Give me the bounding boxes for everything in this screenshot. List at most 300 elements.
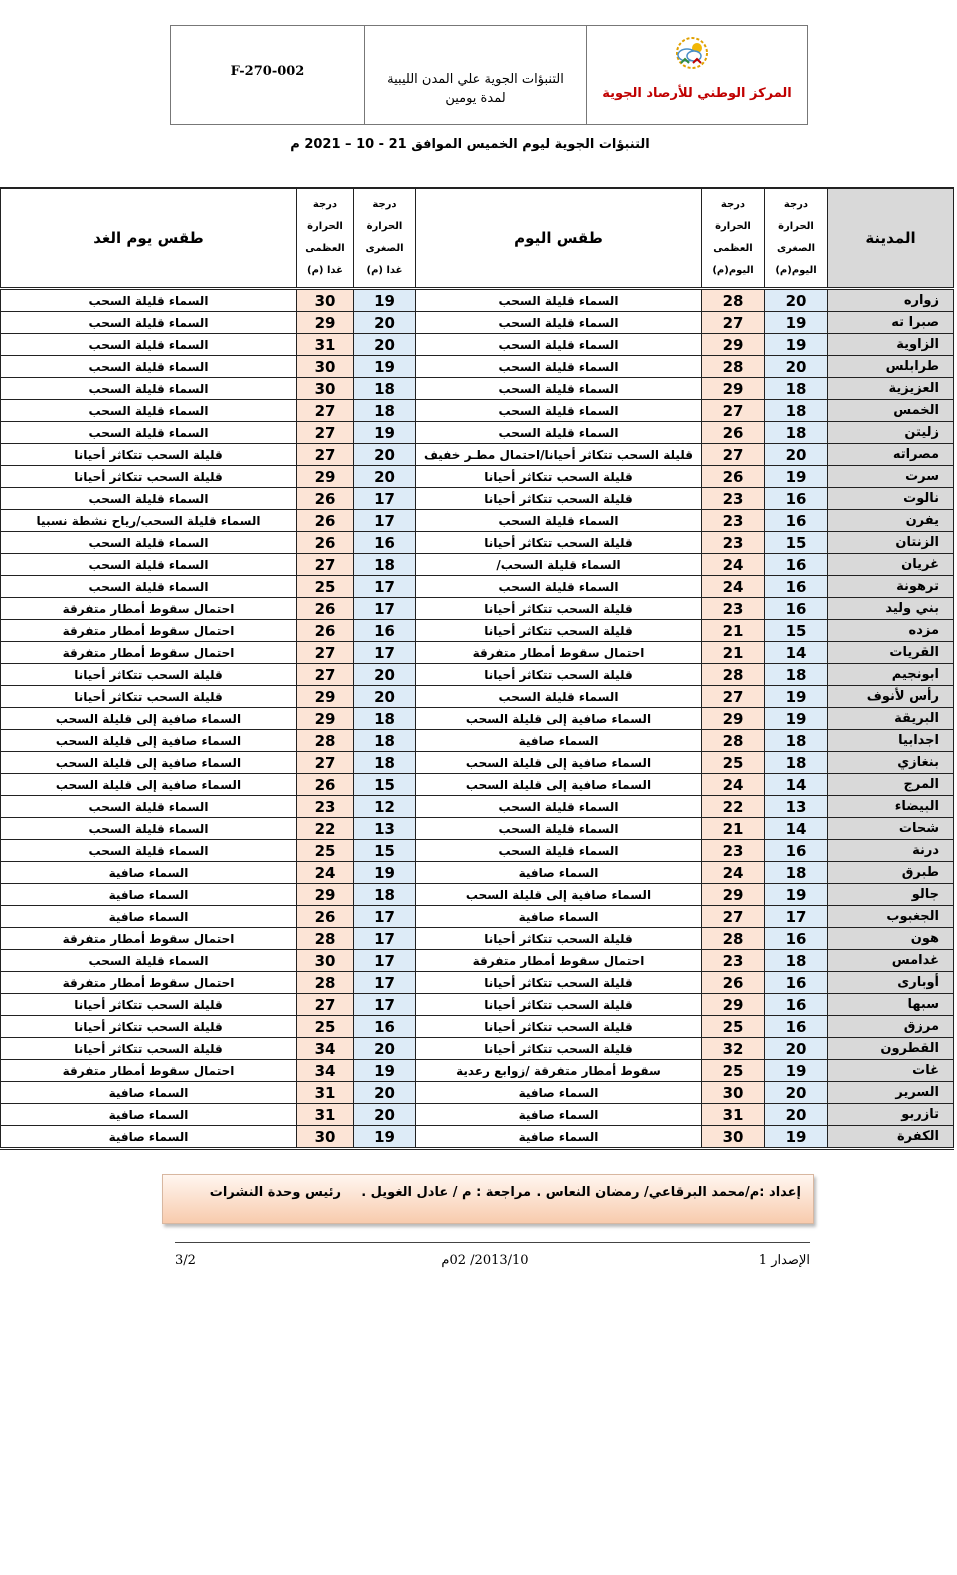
cell-tomorrow-min: 15 [354,774,416,796]
table-row [1,422,954,444]
cell-city: طرابلس [828,356,954,378]
cell-tomorrow-min: 20 [354,466,416,488]
cell-today-weather: السماء قليلة السحب [416,510,702,532]
cell-city: مصراته [828,444,954,466]
cell-today-max: 22 [702,796,765,818]
cell-tomorrow-max: 23 [297,796,354,818]
cell-tomorrow-min: 16 [354,1016,416,1038]
cell-today-weather: قليلة السحب تتكاثر أحيانا [416,928,702,950]
cell-city: العزيزية [828,378,954,400]
cell-tomorrow-max: 27 [297,994,354,1016]
cell-tomorrow-max: 25 [297,840,354,862]
cell-tomorrow-min: 19 [354,289,416,312]
cell-tomorrow-weather: السماء قليلة السحب [1,818,297,840]
cell-today-max: 23 [702,510,765,532]
cell-today-max: 26 [702,422,765,444]
table-row [1,906,954,928]
table-row [1,950,954,972]
cell-tomorrow-weather: السماء صافية [1,862,297,884]
cell-tomorrow-max: 29 [297,686,354,708]
cell-city: صبرا ته [828,312,954,334]
cell-today-max: 23 [702,950,765,972]
cell-city: البيضاء [828,796,954,818]
cell-tomorrow-weather: قليلة السحب تتكاثر أحيانا [1,664,297,686]
cell-today-max: 27 [702,686,765,708]
cell-city: غريان [828,554,954,576]
cell-tomorrow-min: 20 [354,1038,416,1060]
cell-tomorrow-max: 27 [297,444,354,466]
cell-city: القطرون [828,1038,954,1060]
cell-today-max: 21 [702,642,765,664]
table-row [1,554,954,576]
cell-today-min: 16 [765,972,828,994]
cell-tomorrow-max: 30 [297,950,354,972]
cell-tomorrow-weather: احتمال سقوط أمطار متفرقة [1,598,297,620]
table-row [1,1038,954,1060]
cell-today-weather: السماء قليلة السحب [416,312,702,334]
cell-today-weather: السماء صافية [416,906,702,928]
footer-divider [175,1242,810,1243]
cell-tomorrow-max: 29 [297,312,354,334]
cell-tomorrow-min: 17 [354,928,416,950]
cell-today-weather: احتمال سقوط أمطار متفرقة [416,642,702,664]
cell-today-min: 17 [765,906,828,928]
cell-tomorrow-min: 18 [354,554,416,576]
cell-today-min: 13 [765,796,828,818]
table-row [1,312,954,334]
cell-tomorrow-weather: السماء قليلة السحب [1,356,297,378]
cell-city: نالوت [828,488,954,510]
cell-today-max: 26 [702,466,765,488]
table-row [1,356,954,378]
cell-tomorrow-max: 27 [297,422,354,444]
cell-city: رأس لأنوف [828,686,954,708]
table-row [1,289,954,312]
table-row [1,598,954,620]
cell-tomorrow-max: 24 [297,862,354,884]
cell-today-weather: قليلة السحب تتكاثر أحيانا/احتمال مطـر خفيف [416,444,702,466]
cell-tomorrow-weather: السماء قليلة السحب [1,400,297,422]
cell-tomorrow-min: 17 [354,972,416,994]
cell-tomorrow-weather: السماء صافية [1,1082,297,1104]
cell-today-weather: السماء صافية [416,1082,702,1104]
cell-today-max: 26 [702,972,765,994]
cell-tomorrow-min: 20 [354,686,416,708]
cell-tomorrow-weather: السماء قليلة السحب [1,532,297,554]
cell-today-min: 14 [765,642,828,664]
cell-tomorrow-weather: السماء صافية إلى قليلة السحب [1,774,297,796]
cell-tomorrow-max: 26 [297,774,354,796]
cell-today-min: 19 [765,334,828,356]
cell-today-weather: السماء قليلة السحب [416,576,702,598]
cell-tomorrow-min: 17 [354,994,416,1016]
cell-today-weather: السماء قليلة السحب [416,422,702,444]
table-row [1,532,954,554]
table-row [1,796,954,818]
cell-tomorrow-min: 17 [354,576,416,598]
cell-tomorrow-weather: السماء صافية إلى قليلة السحب [1,730,297,752]
cell-tomorrow-max: 25 [297,576,354,598]
table-row [1,378,954,400]
cell-tomorrow-max: 30 [297,289,354,312]
cell-today-min: 20 [765,356,828,378]
cell-today-min: 20 [765,444,828,466]
cell-tomorrow-min: 19 [354,422,416,444]
cell-tomorrow-min: 18 [354,708,416,730]
cell-tomorrow-max: 26 [297,906,354,928]
cell-tomorrow-min: 17 [354,950,416,972]
header-city: المدينة [828,188,954,289]
cell-city: جالو [828,884,954,906]
table-row [1,972,954,994]
cell-today-max: 24 [702,774,765,796]
cell-tomorrow-weather: السماء قليلة السحب [1,840,297,862]
table-row [1,884,954,906]
cell-tomorrow-weather: السماء صافية [1,1104,297,1126]
cell-today-max: 30 [702,1082,765,1104]
cell-today-min: 20 [765,1104,828,1126]
cell-today-weather: سقوط أمطار متفرقة /زوابع رعدية [416,1060,702,1082]
cell-tomorrow-min: 17 [354,598,416,620]
table-header-row [1,188,954,289]
cell-tomorrow-max: 26 [297,598,354,620]
cell-today-max: 29 [702,994,765,1016]
cell-tomorrow-max: 26 [297,620,354,642]
cell-tomorrow-weather: احتمال سقوط أمطار متفرقة [1,1060,297,1082]
cell-today-max: 28 [702,664,765,686]
cell-tomorrow-min: 16 [354,532,416,554]
cell-today-max: 24 [702,576,765,598]
header-box [170,25,808,125]
cell-tomorrow-max: 31 [297,1082,354,1104]
cell-city: مزده [828,620,954,642]
header-title [365,26,587,124]
cell-tomorrow-max: 30 [297,1126,354,1149]
cell-today-weather: السماء صافية إلى قليلة السحب [416,884,702,906]
cell-today-weather: السماء قليلة السحب/ [416,554,702,576]
cell-tomorrow-weather: السماء صافية إلى قليلة السحب [1,708,297,730]
cell-today-weather: السماء صافية إلى قليلة السحب [416,752,702,774]
cell-today-weather: السماء صافية [416,1126,702,1149]
table-row [1,334,954,356]
table-row [1,708,954,730]
cell-tomorrow-weather: قليلة السحب تتكاثر أحيانا [1,1016,297,1038]
cell-tomorrow-min: 20 [354,334,416,356]
organization-block [587,26,807,124]
cell-today-weather: السماء قليلة السحب [416,400,702,422]
cell-tomorrow-min: 19 [354,1060,416,1082]
cell-city: غات [828,1060,954,1082]
cell-today-weather: السماء قليلة السحب [416,334,702,356]
form-code: F-270-002 [171,26,365,124]
cell-today-min: 20 [765,1082,828,1104]
cell-tomorrow-min: 19 [354,1126,416,1149]
cell-tomorrow-max: 27 [297,752,354,774]
cell-today-min: 14 [765,774,828,796]
cell-tomorrow-min: 20 [354,444,416,466]
cell-tomorrow-weather: السماء قليلة السحب [1,554,297,576]
cell-tomorrow-min: 20 [354,1104,416,1126]
edition-number: الإصدار 1 [758,1253,810,1268]
cell-tomorrow-min: 17 [354,510,416,532]
cell-tomorrow-weather: قليلة السحب تتكاثر أحيانا [1,686,297,708]
table-row [1,818,954,840]
cell-tomorrow-max: 31 [297,1104,354,1126]
table-row [1,1060,954,1082]
cell-tomorrow-min: 19 [354,862,416,884]
cell-today-weather: السماء صافية إلى قليلة السحب [416,774,702,796]
cell-today-min: 18 [765,400,828,422]
cell-tomorrow-min: 18 [354,378,416,400]
table-row [1,620,954,642]
cell-today-weather: قليلة السحب تتكاثر أحيانا [416,620,702,642]
cell-city: ابونجيم [828,664,954,686]
cell-tomorrow-max: 28 [297,730,354,752]
cell-tomorrow-min: 18 [354,400,416,422]
cell-today-weather: قليلة السحب تتكاثر أحيانا [416,532,702,554]
cell-today-weather: قليلة السحب تتكاثر أحيانا [416,1016,702,1038]
cell-tomorrow-min: 17 [354,906,416,928]
cell-tomorrow-weather: السماء قليلة السحب [1,422,297,444]
table-row [1,752,954,774]
cell-tomorrow-max: 27 [297,664,354,686]
cell-today-min: 16 [765,576,828,598]
cell-today-weather: السماء قليلة السحب [416,686,702,708]
cell-today-weather: السماء صافية [416,862,702,884]
cell-tomorrow-max: 29 [297,466,354,488]
cell-city: القريات [828,642,954,664]
cell-today-min: 16 [765,510,828,532]
cell-tomorrow-min: 16 [354,620,416,642]
cell-tomorrow-weather: احتمال سقوط أمطار متفرقة [1,642,297,664]
table-row [1,686,954,708]
table-row [1,840,954,862]
cell-tomorrow-max: 34 [297,1060,354,1082]
cell-city: غدامس [828,950,954,972]
cell-today-max: 28 [702,928,765,950]
cell-tomorrow-weather: السماء قليلة السحب [1,950,297,972]
prepared-by: إعداد :م/محمد البرقاعي/ رمضان النعاس . [536,1185,801,1200]
cell-today-min: 18 [765,950,828,972]
cell-today-min: 15 [765,532,828,554]
cell-today-max: 31 [702,1104,765,1126]
cell-today-max: 25 [702,1016,765,1038]
cell-today-max: 21 [702,818,765,840]
cell-tomorrow-weather: قليلة السحب تتكاثر أحيانا [1,466,297,488]
cell-city: الزنتان [828,532,954,554]
cell-today-min: 18 [765,730,828,752]
cell-today-max: 21 [702,620,765,642]
cell-tomorrow-min: 17 [354,488,416,510]
cell-tomorrow-max: 25 [297,1016,354,1038]
cell-tomorrow-min: 20 [354,664,416,686]
cell-tomorrow-min: 18 [354,884,416,906]
cell-today-min: 19 [765,1126,828,1149]
cell-tomorrow-max: 28 [297,928,354,950]
cell-today-min: 18 [765,378,828,400]
cell-today-max: 28 [702,730,765,752]
cell-today-weather: السماء صافية [416,1104,702,1126]
cell-today-min: 16 [765,488,828,510]
cell-city: تازربو [828,1104,954,1126]
table-row [1,488,954,510]
cell-tomorrow-max: 29 [297,708,354,730]
header-today-weather: طقس اليوم [416,188,702,289]
cell-today-min: 19 [765,1060,828,1082]
cell-city: ترهونة [828,576,954,598]
cell-city: مرزق [828,1016,954,1038]
cell-today-weather: السماء قليلة السحب [416,818,702,840]
cell-today-max: 23 [702,532,765,554]
cell-city: درنة [828,840,954,862]
cell-tomorrow-weather: السماء صافية [1,884,297,906]
cell-today-max: 25 [702,1060,765,1082]
cell-today-weather: قليلة السحب تتكاثر أحيانا [416,1038,702,1060]
cell-today-max: 29 [702,334,765,356]
cell-tomorrow-min: 20 [354,312,416,334]
table-row [1,994,954,1016]
cell-tomorrow-max: 27 [297,400,354,422]
cell-tomorrow-min: 17 [354,642,416,664]
cell-tomorrow-weather: السماء قليلة السحب [1,796,297,818]
cell-city: السرير [828,1082,954,1104]
cell-tomorrow-weather: احتمال سقوط أمطار متفرقة [1,620,297,642]
cell-tomorrow-max: 27 [297,554,354,576]
cell-tomorrow-max: 22 [297,818,354,840]
cell-today-min: 19 [765,708,828,730]
cell-tomorrow-weather: السماء قليلة السحب [1,334,297,356]
cell-today-weather: السماء قليلة السحب [416,840,702,862]
cell-today-weather: قليلة السحب تتكاثر أحيانا [416,972,702,994]
cell-tomorrow-weather: احتمال سقوط أمطار متفرقة [1,972,297,994]
table-row [1,444,954,466]
cell-today-max: 27 [702,444,765,466]
cell-tomorrow-min: 15 [354,840,416,862]
cell-city: الخمس [828,400,954,422]
header-today-min: درجة الحرارة الصغرى (م)اليوم [765,188,828,289]
cell-city: هون [828,928,954,950]
table-row [1,642,954,664]
cell-tomorrow-weather: السماء قليلة السحب [1,378,297,400]
reviewed-by: مراجعة : م / عادل الغويل . [361,1185,531,1200]
cell-today-max: 25 [702,752,765,774]
cell-tomorrow-max: 31 [297,334,354,356]
cell-tomorrow-max: 30 [297,356,354,378]
cell-today-min: 16 [765,928,828,950]
cell-tomorrow-min: 19 [354,356,416,378]
table-row [1,510,954,532]
cell-tomorrow-max: 30 [297,378,354,400]
bulletin-unit-head: رئيس وحدة النشرات [209,1185,341,1200]
cell-city: طبرق [828,862,954,884]
cell-today-max: 28 [702,356,765,378]
cell-city: الكفرة [828,1126,954,1149]
cell-today-max: 32 [702,1038,765,1060]
table-row [1,664,954,686]
table-row [1,730,954,752]
cell-today-min: 16 [765,598,828,620]
cell-city: المرج [828,774,954,796]
document-title: التنبؤات الجوية ليوم الخميس الموافق 21 - 10 – 2021 م [290,137,650,152]
cell-today-max: 24 [702,862,765,884]
cell-today-max: 29 [702,884,765,906]
cell-tomorrow-weather: السماء قليلة السحب [1,488,297,510]
cell-today-min: 18 [765,422,828,444]
cell-today-max: 27 [702,906,765,928]
cell-today-min: 15 [765,620,828,642]
cell-today-min: 14 [765,818,828,840]
cell-today-weather: قليلة السحب تتكاثر أحيانا [416,466,702,488]
cell-tomorrow-min: 12 [354,796,416,818]
page-number: 3/2 [175,1253,196,1268]
cell-today-min: 16 [765,554,828,576]
cell-today-weather: السماء قليلة السحب [416,378,702,400]
cell-tomorrow-max: 28 [297,972,354,994]
cell-today-min: 19 [765,466,828,488]
footer-credits-box [162,1174,814,1224]
cell-city: بني وليد [828,598,954,620]
cell-tomorrow-weather: السماء قليلة السحب [1,312,297,334]
cell-tomorrow-weather: قليلة السحب تتكاثر أحيانا [1,994,297,1016]
header-today-max: درجة الحرارة العظمى (م)اليوم [702,188,765,289]
table-row [1,928,954,950]
header-tomorrow-weather: طقس يوم الغد [1,188,297,289]
cell-city: أوبارى [828,972,954,994]
forecast-table [0,187,954,1150]
cell-today-weather: السماء قليلة السحب [416,796,702,818]
cell-today-max: 29 [702,708,765,730]
cell-tomorrow-max: 26 [297,532,354,554]
cell-city: البريقة [828,708,954,730]
cell-city: شحات [828,818,954,840]
issue-date: 2013/10/ 02م [441,1253,529,1268]
cell-today-min: 18 [765,752,828,774]
cell-tomorrow-weather: السماء صافية [1,1126,297,1149]
cloud-sun-logo-icon [671,36,713,70]
cell-today-min: 20 [765,1038,828,1060]
cell-today-weather: قليلة السحب تتكاثر أحيانا [416,994,702,1016]
cell-tomorrow-weather: السماء قليلة السحب [1,576,297,598]
table-row [1,576,954,598]
cell-today-weather: قليلة السحب تتكاثر أحيانا [416,664,702,686]
organization-name: المركز الوطني للأرصاد الجوية [602,86,792,101]
header-tomorrow-min: درجة الحرارة الصغرى (م) غدا [354,188,416,289]
table-row [1,1126,954,1149]
cell-tomorrow-min: 20 [354,1082,416,1104]
cell-today-max: 27 [702,312,765,334]
table-row [1,774,954,796]
cell-today-max: 23 [702,488,765,510]
cell-tomorrow-weather: السماء صافية إلى قليلة السحب [1,752,297,774]
cell-tomorrow-min: 18 [354,752,416,774]
cell-today-max: 28 [702,289,765,312]
cell-city: بنغازي [828,752,954,774]
cell-tomorrow-max: 26 [297,510,354,532]
cell-today-weather: السماء صافية [416,730,702,752]
table-row [1,466,954,488]
cell-today-min: 18 [765,664,828,686]
cell-today-weather: احتمال سقوط أمطار متفرقة [416,950,702,972]
cell-city: زواره [828,289,954,312]
cell-today-weather: السماء قليلة السحب [416,289,702,312]
cell-tomorrow-weather: السماء قليلة السحب [1,289,297,312]
cell-today-min: 20 [765,289,828,312]
cell-city: يفرن [828,510,954,532]
table-row [1,400,954,422]
cell-city: سرت [828,466,954,488]
cell-today-min: 19 [765,312,828,334]
cell-tomorrow-weather: احتمال سقوط أمطار متفرقة [1,928,297,950]
